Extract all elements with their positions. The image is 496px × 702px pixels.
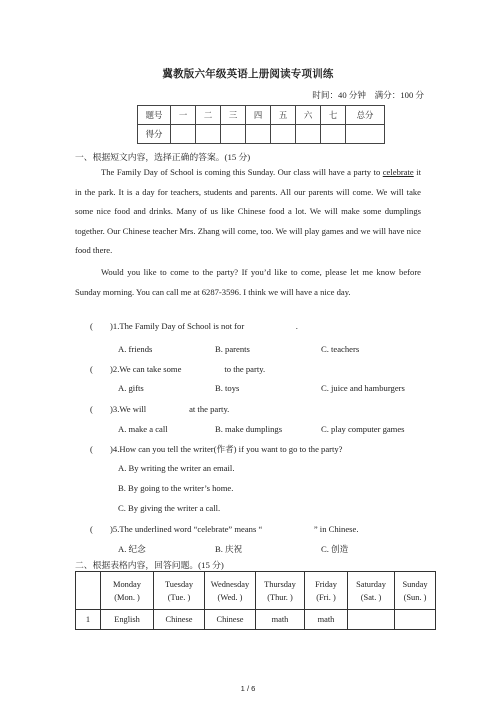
question-1 [90, 320, 298, 332]
score-cell: 七 [321, 106, 346, 125]
exam-meta: 时间：40 分钟 满分：100 分 [312, 90, 424, 100]
day-name: Tuesday [164, 579, 194, 589]
option-b: B. parents [215, 344, 250, 354]
section-2-heading: 二、根据表格内容，回答问题。(15 分) [75, 560, 224, 570]
option-c: C. 创造 [321, 544, 349, 554]
schedule-cell: math [305, 610, 348, 630]
score-cell: 题号 [138, 106, 171, 125]
score-input-cell[interactable] [246, 125, 271, 144]
underlined-word: celebrate [382, 167, 414, 177]
option-b: B. By going to the writer’s home. [118, 483, 234, 493]
day-abbr: (Tue. ) [167, 592, 191, 602]
passage-text: The Family Day of School is coming this Sunday. Our class will have a party to [101, 167, 381, 177]
score-cell: 一 [171, 106, 196, 125]
score-cell: 四 [246, 106, 271, 125]
option-a: A. 纪念 [118, 544, 146, 554]
day-name: Saturday [356, 579, 386, 589]
option-c: C. teachers [321, 344, 360, 354]
score-cell: 六 [296, 106, 321, 125]
score-cell: 三 [221, 106, 246, 125]
day-header-monday [101, 572, 154, 610]
schedule-cell: math [256, 610, 305, 630]
question-3 [90, 403, 229, 415]
question-5 [90, 523, 358, 535]
day-abbr: (Sun. ) [403, 592, 427, 602]
answer-blank[interactable]: ( )4. [90, 444, 120, 454]
day-header-wednesday [205, 572, 256, 610]
score-input-cell[interactable] [221, 125, 246, 144]
question-text: How can you tell the writer(作者) if you want to go to the party? [119, 444, 343, 454]
score-cell: 五 [271, 106, 296, 125]
answer-blank[interactable]: ( )3. [90, 404, 120, 414]
passage-paragraph-2 [75, 263, 421, 302]
day-header-friday [305, 572, 348, 610]
passage-paragraph-1 [75, 163, 421, 261]
day-header-thursday [256, 572, 305, 610]
section-1-heading: 一、根据短文内容，选择正确的答案。(15 分) [75, 152, 251, 162]
day-header-tuesday [154, 572, 205, 610]
schedule-table [75, 571, 436, 630]
schedule-corner-cell [76, 572, 101, 610]
day-abbr: (Sat. ) [360, 592, 382, 602]
day-name: Monday [113, 579, 141, 589]
score-table-row [138, 125, 385, 144]
day-name: Sunday [402, 579, 428, 589]
question-2 [90, 363, 265, 375]
option-a: A. By writing the writer an email. [118, 463, 235, 473]
schedule-cell [395, 610, 436, 630]
page-number: 1 / 6 [240, 684, 256, 693]
option-b: B. make dumplings [215, 424, 283, 434]
score-input-cell[interactable] [346, 125, 385, 144]
schedule-cell: English [101, 610, 154, 630]
day-abbr: (Thur. ) [267, 592, 293, 602]
answer-blank[interactable]: ( )1. [90, 321, 120, 331]
question-text: We will at the party. [119, 404, 230, 414]
day-abbr: (Mon. ) [114, 592, 140, 602]
schedule-cell [348, 610, 395, 630]
schedule-row [76, 610, 436, 630]
question-text: We can take some to the party. [119, 364, 266, 374]
question-text: The underlined word “celebrate” means “ ” in Chinese. [119, 524, 359, 534]
day-abbr: (Fri. ) [316, 592, 336, 602]
day-header-sunday [395, 572, 436, 610]
answer-blank[interactable]: ( )5. [90, 524, 120, 534]
schedule-cell: 1 [76, 610, 101, 630]
option-c: C. play computer games [321, 424, 405, 434]
option-a: A. make a call [118, 424, 168, 434]
option-b: B. toys [215, 383, 240, 393]
score-cell: 总分 [346, 106, 385, 125]
passage-text: it in the park. It is a day for teachers, students and parents. All our parents will come. We will take some nice food and drinks. Many of us like Chinese food a lot. We will make some dumplings together. Our Chinese teacher Mrs. Zhang will come, too. We will play games and we will have nice food there. [75, 167, 421, 256]
option-c: C. juice and hamburgers [321, 383, 405, 393]
schedule-cell: Chinese [154, 610, 205, 630]
score-table-header-row [138, 106, 385, 125]
schedule-header-row [76, 572, 436, 610]
page-title: 冀教版六年级英语上册阅读专项训练 [162, 69, 334, 80]
score-input-cell[interactable] [321, 125, 346, 144]
day-name: Friday [315, 579, 337, 589]
day-header-saturday [348, 572, 395, 610]
option-a: A. gifts [118, 383, 144, 393]
score-row-label: 得分 [138, 125, 171, 144]
score-input-cell[interactable] [296, 125, 321, 144]
option-a: A. friends [118, 344, 153, 354]
score-input-cell[interactable] [171, 125, 196, 144]
score-cell: 二 [196, 106, 221, 125]
passage-text: Would you like to come to the party? If you’d like to come, please let me know before Sunday morning. You can call me at 6287-3596. I think we will have a nice day. [75, 267, 421, 297]
score-input-cell[interactable] [196, 125, 221, 144]
option-b: B. 庆祝 [215, 544, 243, 554]
score-input-cell[interactable] [271, 125, 296, 144]
schedule-cell: Chinese [205, 610, 256, 630]
option-c: C. By giving the writer a call. [118, 503, 221, 513]
question-text: The Family Day of School is not for . [119, 321, 298, 331]
day-abbr: (Wed. ) [217, 592, 243, 602]
day-name: Thursday [264, 579, 296, 589]
day-name: Wednesday [210, 579, 250, 589]
answer-blank[interactable]: ( )2. [90, 364, 120, 374]
question-4 [90, 443, 343, 455]
score-table [137, 105, 385, 144]
